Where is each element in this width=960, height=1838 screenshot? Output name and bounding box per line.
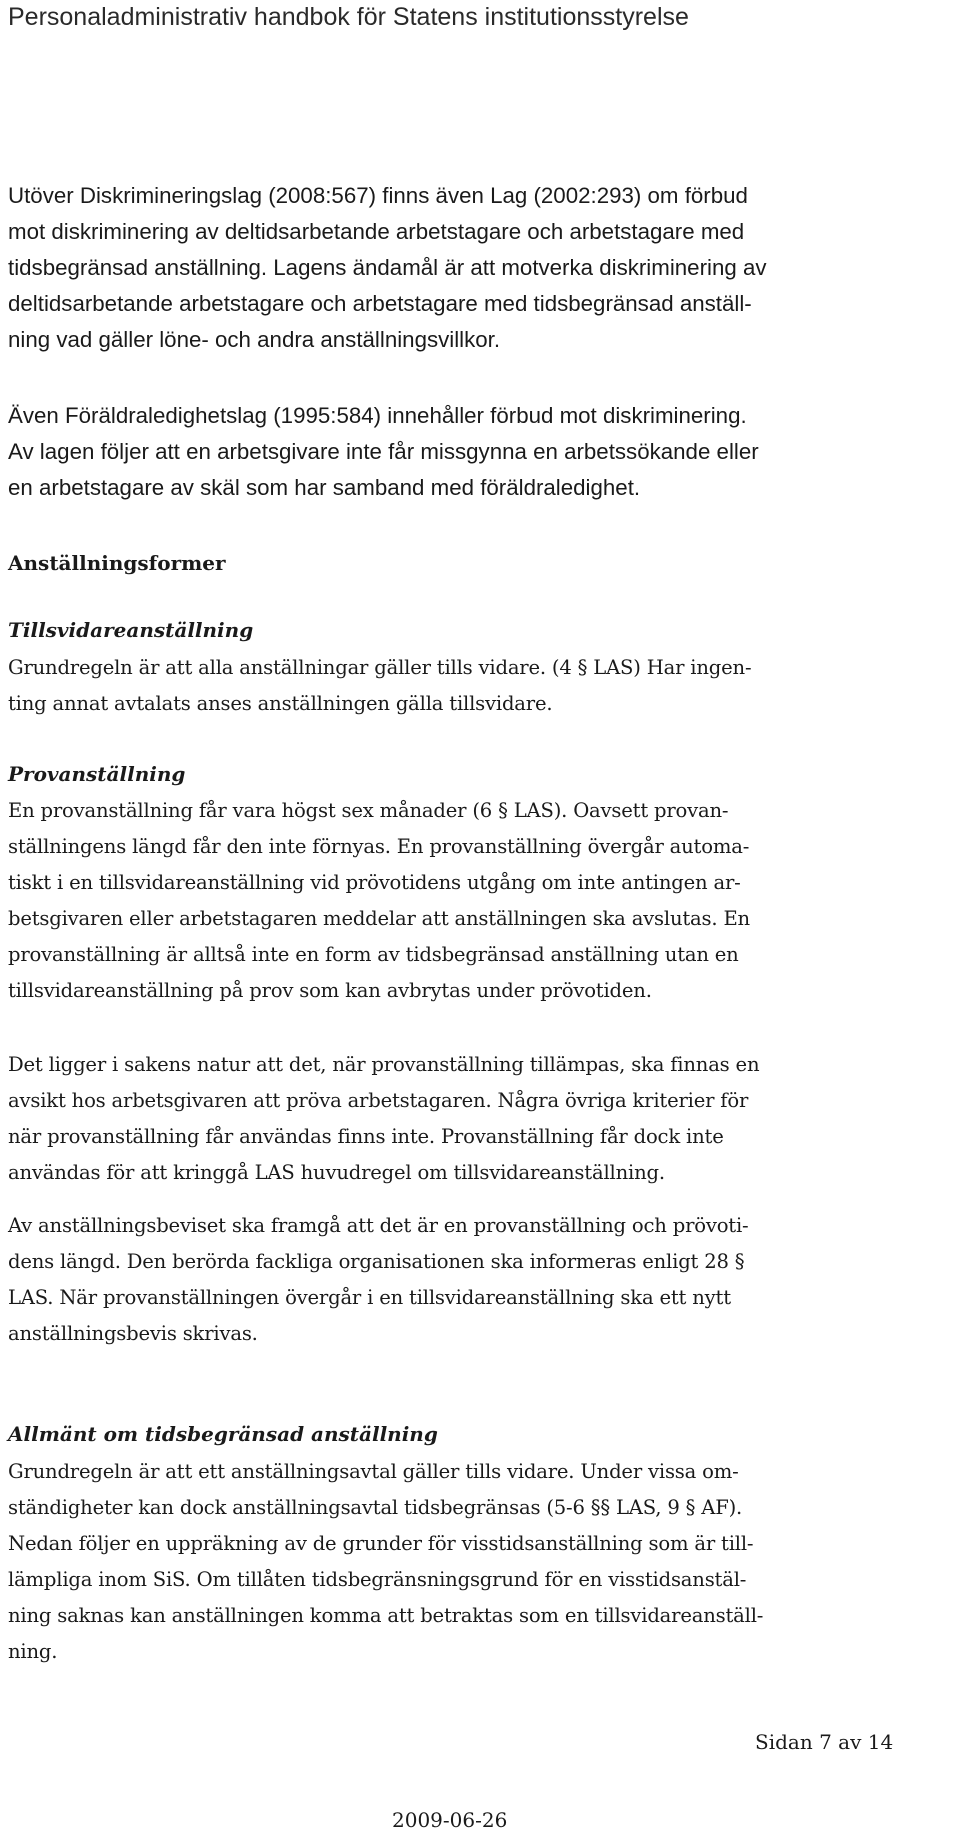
paragraph-line: ning vad gäller löne- och andra anställningsvillkor. [8,327,501,352]
paragraph-tidsbegransad [8,1454,952,1670]
paragraph-line: tidsbegränsad anställning. Lagens ändamål är att motverka diskriminering av [8,255,767,280]
paragraph-line: mot diskriminering av deltidsarbetande arbetstagare och arbetstagare med [8,219,745,244]
paragraph-line: provanställning är alltså inte en form av tidsbegränsad anställning utan en [8,943,739,966]
paragraph-line: ning saknas kan anställningen komma att betraktas som en tillsvidareanställ- [8,1604,764,1627]
paragraph-line: LAS. När provanställningen övergår i en tillsvidareanställning ska ett nytt [8,1286,731,1309]
document-header: Personaladministrativ handbok för Statens institutionsstyrelse [8,3,689,31]
paragraph-line: Även Föräldraledighetslag (1995:584) innehåller förbud mot diskriminering. [8,403,747,428]
paragraph-anstallningsbevis [8,1208,952,1352]
paragraph-line: deltidsarbetande arbetstagare och arbetstagare med tidsbegränsad anställ- [8,291,752,316]
paragraph-discrimination-part-time [8,178,952,358]
paragraph-line: Utöver Diskrimineringslag (2008:567) finns även Lag (2002:293) om förbud [8,183,748,208]
paragraph-line: ting annat avtalats anses anställningen gälla tillsvidare. [8,692,553,715]
paragraph-line: när provanställning får användas finns inte. Provanställning får dock inte [8,1125,724,1148]
paragraph-provanstallning-intent [8,1047,952,1191]
paragraph-line: tillsvidareanställning på prov som kan avbrytas under prövotiden. [8,979,652,1002]
page-number: Sidan 7 av 14 [755,1730,894,1754]
paragraph-line: ständigheter kan dock anställningsavtal tidsbegränsas (5-6 §§ LAS, 9 § AF). [8,1496,743,1519]
paragraph-provanstallning [8,793,952,1009]
paragraph-line: ning. [8,1640,58,1663]
paragraph-line: Det ligger i sakens natur att det, när provanställning tillämpas, ska finnas en [8,1053,760,1076]
paragraph-line: Av anställningsbeviset ska framgå att det är en provanställning och prövoti- [8,1214,749,1237]
document-date: 2009-06-26 [392,1808,508,1832]
paragraph-line: ställningens längd får den inte förnyas. En provanställning övergår automa- [8,835,750,858]
paragraph-line: användas för att kringgå LAS huvudregel om tillsvidareanställning. [8,1161,665,1184]
paragraph-line: Grundregeln är att ett anställningsavtal gäller tills vidare. Under vissa om- [8,1460,739,1483]
paragraph-line: dens längd. Den berörda fackliga organisationen ska informeras enligt 28 § [8,1250,745,1273]
paragraph-tillsvidare [8,650,952,722]
paragraph-line: avsikt hos arbetsgivaren att pröva arbetstagaren. Några övriga kriterier för [8,1089,749,1112]
paragraph-line: betsgivaren eller arbetstagaren meddelar att anställningen ska avslutas. En [8,907,750,930]
subsection-heading: Allmänt om tidsbegränsad anställning [8,1422,438,1446]
paragraph-line: Av lagen följer att en arbetsgivare inte får missgynna en arbetssökande eller [8,439,759,464]
section-heading: Anställningsformer [8,551,226,575]
paragraph-line: en arbetstagare av skäl som har samband med föräldraledighet. [8,475,641,500]
subsection-heading: Provanställning [8,762,186,786]
paragraph-line: tiskt i en tillsvidareanställning vid prövotidens utgång om inte antingen ar- [8,871,741,894]
paragraph-line: Nedan följer en uppräkning av de grunder för visstidsanställning som är till- [8,1532,754,1555]
paragraph-line: anställningsbevis skrivas. [8,1322,258,1345]
paragraph-line: lämpliga inom SiS. Om tillåten tidsbegränsningsgrund för en visstidsanstäl- [8,1568,747,1591]
paragraph-parental-leave [8,398,952,506]
paragraph-line: En provanställning får vara högst sex månader (6 § LAS). Oavsett provan- [8,799,729,822]
paragraph-line: Grundregeln är att alla anställningar gäller tills vidare. (4 § LAS) Har ingen- [8,656,752,679]
subsection-heading: Tillsvidareanställning [8,618,254,642]
